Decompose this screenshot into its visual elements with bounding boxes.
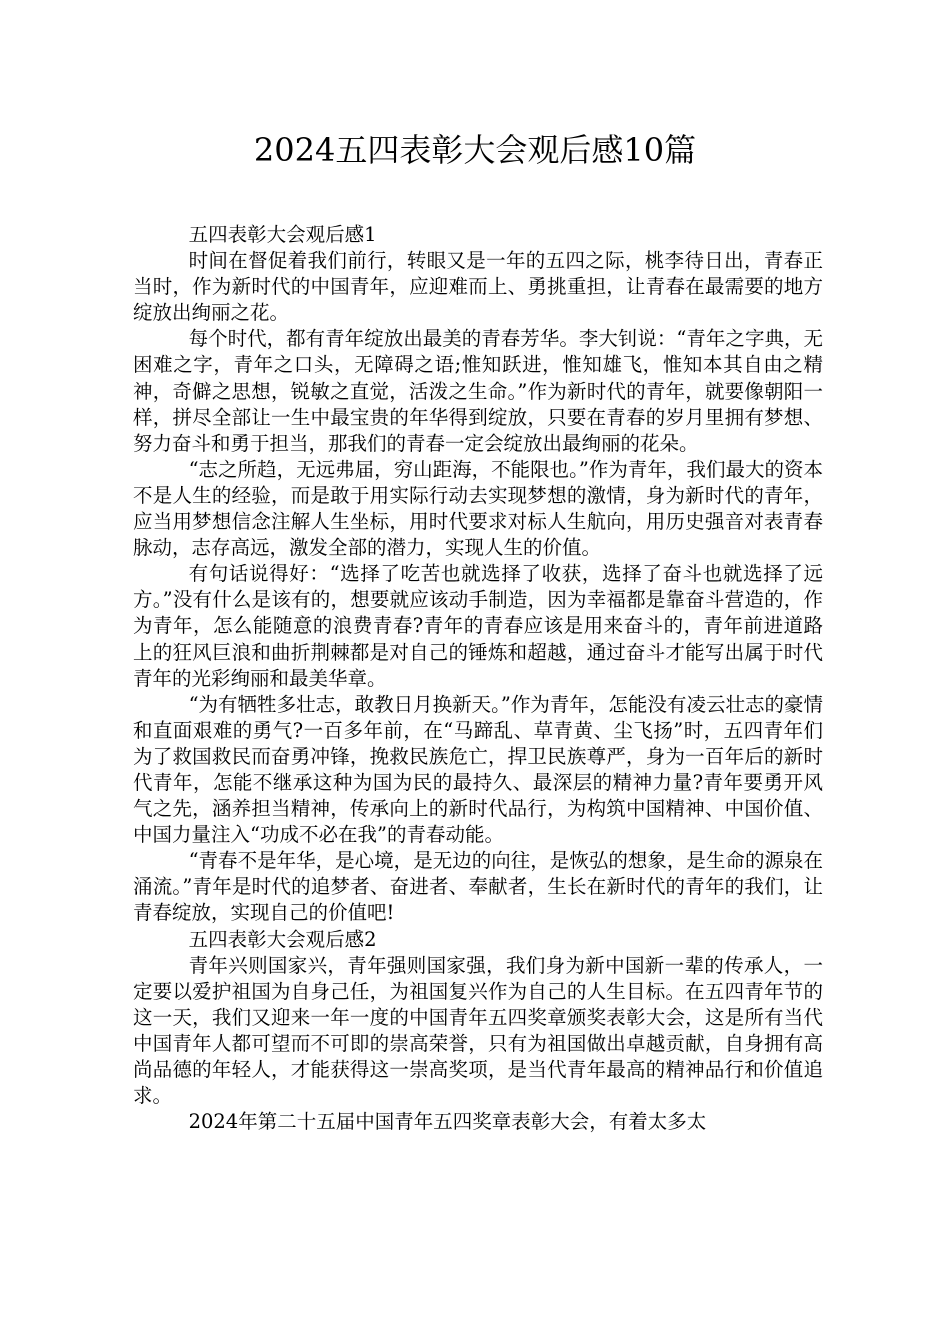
paragraph: 时间在督促着我们前行，转眼又是一年的五四之际，桃李待日出，青春正当时，作为新时代的中国青年，应迎难而上、勇挑重担，让青春在最需要的地方绽放出绚丽之花。 — [133, 249, 823, 325]
section-heading-2: 五四表彰大会观后感2 — [188, 927, 377, 951]
paragraph: “志之所趋，无远弗届，穷山距海，不能限也。”作为青年，我们最大的资本不是人生的经验，而是敢于用实际行动去实现梦想的激情，身为新时代的青年，应当用梦想信念注解人生坐标，用时代要求对标人生航向，用历史强音对表青春脉动，志存高远，激发全部的潜力，实现人生的价值。 — [133, 457, 823, 560]
paragraph: 青年兴则国家兴，青年强则国家强，我们身为新中国新一辈的传承人，一定要以爱护祖国为自身己任，为祖国复兴作为自己的人生目标。在五四青年节的这一天，我们又迎来一年一度的中国青年五四奖章颁奖表彰大会，这是所有当代中国青年人都可望而不可即的崇高荣誉，只有为祖国做出卓越贡献，自身拥有高尚品德的年轻人，才能获得这一崇高奖项，是当代青年最高的精神品行和价值追求。 — [133, 953, 823, 1108]
paragraph: 每个时代，都有青年绽放出最美的青春芳华。李大钊说：“青年之字典，无困难之字，青年之口头，无障碍之语;惟知跃进，惟知雄飞，惟知本其自由之精神，奇僻之思想，锐敏之直觉，活泼之生命。”作为新时代的青年，就要像朝阳一样，拼尽全部让一生中最宝贵的年华得到绽放，只要在青春的岁月里拥有梦想、努力奋斗和勇于担当，那我们的青春一定会绽放出最绚丽的花朵。 — [133, 327, 823, 455]
section-heading-1: 五四表彰大会观后感1 — [188, 223, 377, 246]
paragraph: 2024年第二十五届中国青年五四奖章表彰大会，有着太多太 — [188, 1110, 707, 1134]
paragraph: 有句话说得好：“选择了吃苦也就选择了收获，选择了奋斗也就选择了远方。”没有什么是该有的，想要就应该动手制造，因为幸福都是靠奋斗营造的，作为青年，怎么能随意的浪费青春?青年的青春应该是用来奋斗的，青年前进道路上的狂风巨浪和曲折荆棘都是对自己的锤炼和超越，通过奋斗才能写出属于时代青年的光彩绚丽和最美华章。 — [133, 562, 823, 690]
document-title: 2024五四表彰大会观后感10篇 — [253, 131, 697, 169]
paragraph: “为有牺牲多壮志，敢教日月换新天。”作为青年，怎能没有凌云壮志的豪情和直面艰难的勇气?一百多年前，在“马蹄乱、草青黄、尘飞扬”时，五四青年们为了救国救民而奋勇冲锋，挽救民族危亡，捍卫民族尊严，身为一百年后的新时代青年，怎能不继承这种为国为民的最持久、最深层的精神力量?青年要勇开风气之先，涵养担当精神，传承向上的新时代品行，为构筑中国精神、中国价值、中国力量注入“功成不必在我”的青春动能。 — [133, 692, 823, 847]
document-body — [133, 222, 823, 1135]
paragraph: “青春不是年华，是心境，是无边的向往，是恢弘的想象，是生命的源泉在涌流。”青年是时代的追梦者、奋进者、奉献者，生长在新时代的青年的我们，让青春绽放，实现自己的价值吧! — [133, 849, 823, 925]
